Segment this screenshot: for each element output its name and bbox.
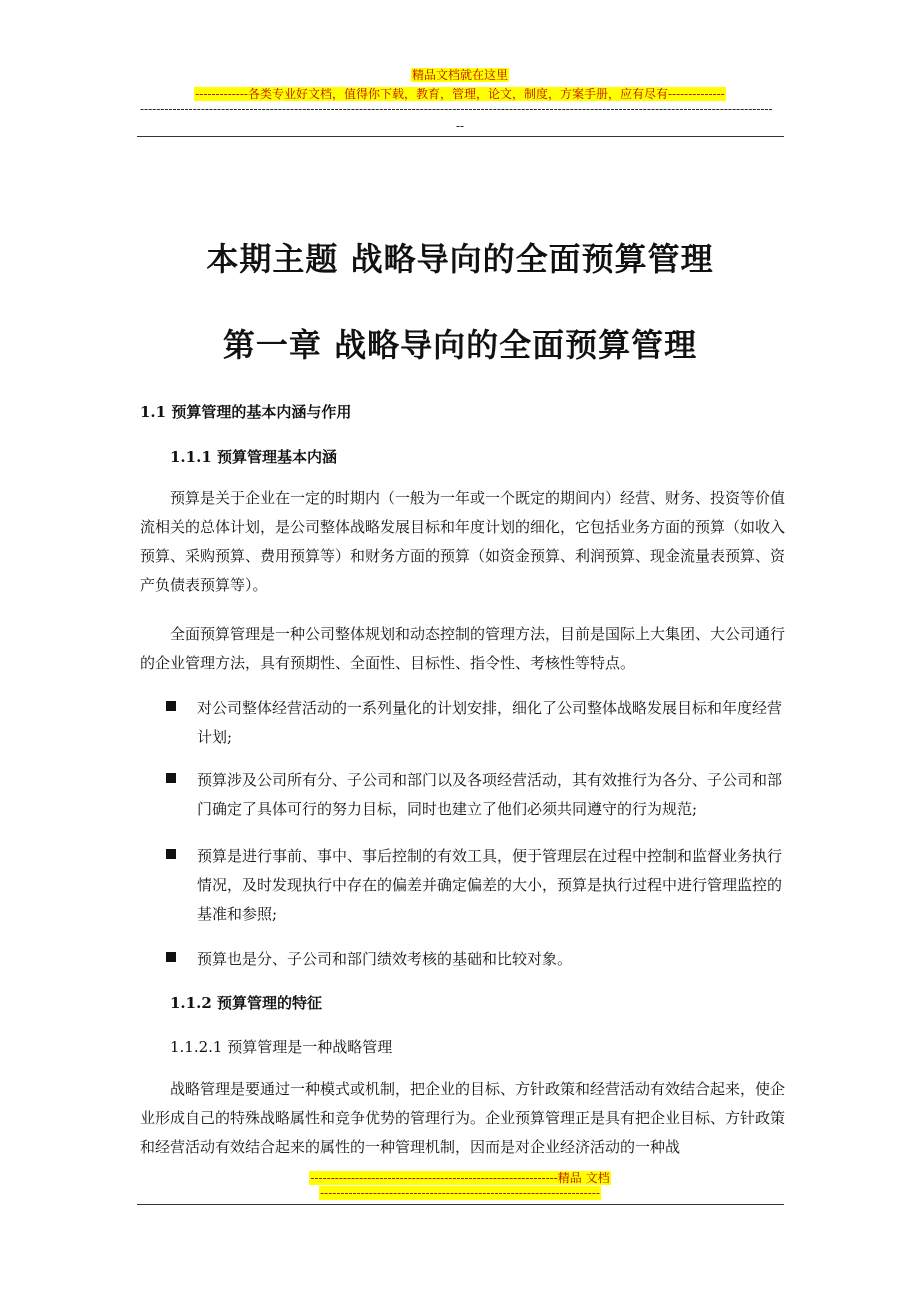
list-item-text: 预算是进行事前、事中、事后控制的有效工具，便于管理层在过程中控制和监督业务执行情况，及时发现执行中存在的偏差并确定偏差的大小，预算是执行过程中进行管理监控的基准和参照; (197, 847, 783, 923)
square-bullet-icon (166, 952, 176, 962)
section-heading-1-1-2-1: 1.1.2.1 预算管理是一种战略管理 (170, 1038, 393, 1056)
list-item (166, 766, 786, 824)
header-dash-line: ------------------------------------------------------------------------------------------------------------------------------------------------------------ (140, 102, 773, 116)
header-dash-tail: -- (455, 119, 465, 133)
list-item-text: 预算也是分、子公司和部门绩效考核的基础和比较对象。 (197, 950, 573, 968)
section-heading-1-1-2: 1.1.2 预算管理的特征 (170, 994, 322, 1012)
header-top-line (0, 66, 920, 83)
list-item-text: 预算涉及公司所有分、子公司和部门以及各项经营活动，其有效推行为各分、子公司和部门确定了具体可行的努力目标，同时也建立了他们必须共同遵守的行为规范; (197, 771, 783, 818)
main-title: 本期主题 战略导向的全面预算管理 (206, 240, 714, 278)
header-title: 精品文档就在这里 (411, 68, 508, 82)
paragraph-comprehensive-budget (140, 620, 785, 678)
list-item (166, 842, 786, 929)
list-item-text: 对公司整体经营活动的一系列量化的计划安排，细化了公司整体战略发展目标和年度经营计划; (197, 699, 783, 746)
paragraph-text: 预算是关于企业在一定的时期内（一般为一年或一个既定的期间内）经营、财务、投资等价值流相关的总体计划，是公司整体战略发展目标和年度计划的细化，它包括业务方面的预算（如收入预算、采购预算、费用预算等）和财务方面的预算（如资金预算、利润预算、现金流量表预算、资产负债表预算等）。 (140, 489, 786, 594)
paragraph-strategic-management (140, 1075, 785, 1162)
section-heading-1-1-1: 1.1.1 预算管理基本内涵 (170, 448, 337, 466)
square-bullet-icon (166, 773, 176, 783)
header-rule (137, 136, 784, 137)
chapter-title: 第一章 战略导向的全面预算管理 (222, 326, 698, 364)
list-item (166, 945, 786, 974)
footer-dash-line (0, 1186, 920, 1200)
paragraph-text: 战略管理是要通过一种模式或机制，把企业的目标、方针政策和经营活动有效结合起来，使企业形成自己的特殊战略属性和竞争优势的管理行为。企业预算管理正是具有把企业目标、方针政策和经营活动有效结合起来的属性的一种管理机制，因而是对企业经济活动的一种战 (140, 1080, 786, 1156)
footer-dash: --------------------------------------------------------------------- (320, 1186, 600, 1200)
square-bullet-icon (166, 701, 176, 711)
footer-label: -------------------------------------------------------------精品 文档 (310, 1171, 610, 1185)
paragraph-text: 全面预算管理是一种公司整体规划和动态控制的管理方法，目前是国际上大集团、大公司通行的企业管理方法，具有预期性、全面性、目标性、指令性、考核性等特点。 (140, 625, 786, 672)
paragraph-budget-definition (140, 484, 785, 600)
header-banner: -------------各类专业好文档，值得你下载，教育，管理，论文，制度，方案手册，应有尽有-------------- (195, 87, 725, 101)
footer-line (0, 1169, 920, 1186)
footer-rule (137, 1204, 784, 1205)
header-banner-line (0, 85, 920, 102)
list-item (166, 694, 786, 752)
square-bullet-icon (166, 849, 176, 859)
section-heading-1-1: 1.1 预算管理的基本内涵与作用 (140, 403, 352, 421)
